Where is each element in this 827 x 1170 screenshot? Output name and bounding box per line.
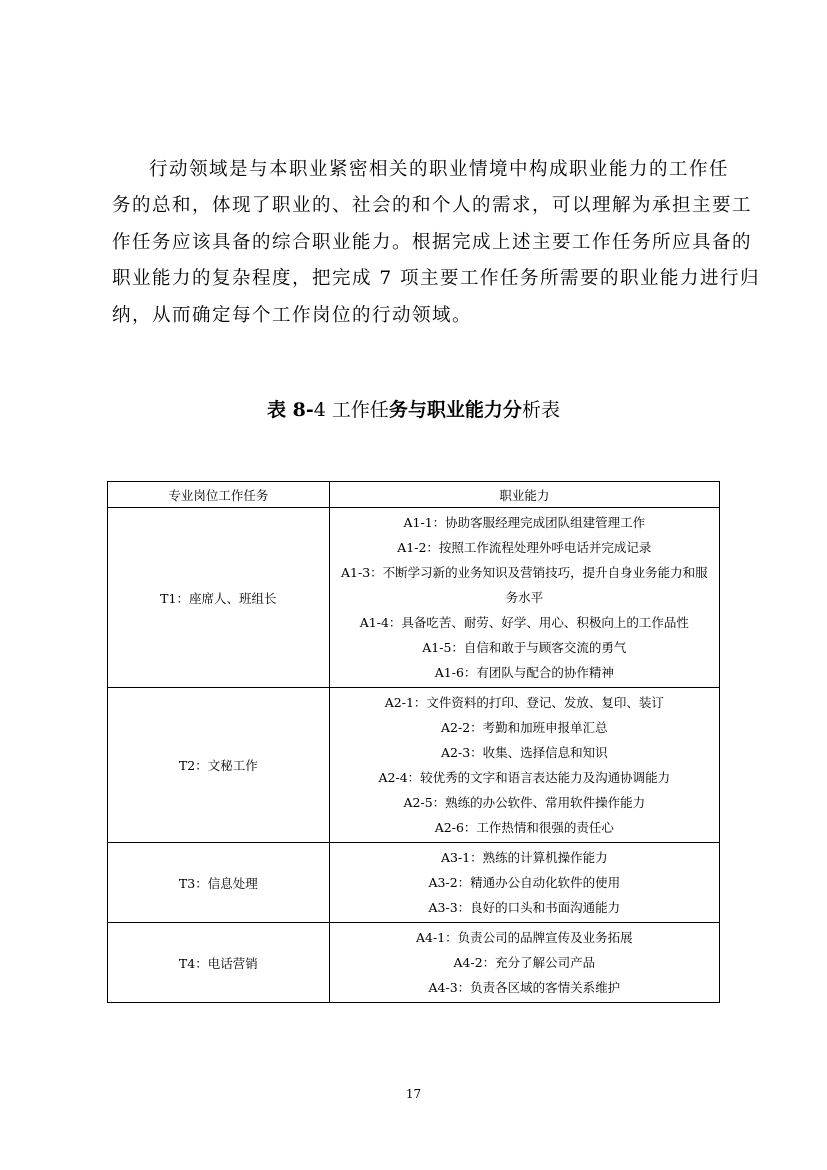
paragraph-line: 作任务应该具备的综合职业能力。根据完成上述主要工作任务所应具备的 xyxy=(112,231,753,253)
ability-item: A1-6：有团队与配合的协作精神 xyxy=(434,665,614,680)
table-row xyxy=(108,843,720,923)
paragraph-line: 务的总和，体现了职业的、社会的和个人的需求，可以理解为承担主要工 xyxy=(112,195,753,217)
paragraph-line: 职业能力的复杂程度，把完成 7 项主要工作任务所需要的职业能力进行归 xyxy=(112,268,761,290)
ability-item: A1-4：具备吃苦、耐劳、好学、用心、积极向上的工作品性 xyxy=(359,615,689,630)
task-cell: T2：文秘工作 xyxy=(108,688,330,843)
ability-cell xyxy=(329,923,719,1003)
task-cell: T1：座席人、班组长 xyxy=(108,508,330,688)
ability-item: A1-1：协助客服经理完成团队组建管理工作 xyxy=(403,515,646,530)
table-row xyxy=(108,923,720,1003)
table-caption-text-c: 析表 xyxy=(521,399,560,421)
paragraph-line: 纳，从而确定每个工作岗位的行动领域。 xyxy=(112,304,473,326)
table-caption-text-a: 工作任 xyxy=(325,399,389,421)
ability-item: A2-2：考勤和加班申报单汇总 xyxy=(440,720,608,735)
ability-item: A2-5：熟练的办公软件、常用软件操作能力 xyxy=(403,795,646,810)
ability-item: A3-3：良好的口头和书面沟通能力 xyxy=(428,900,621,915)
paragraph-line: 行动领域是与本职业紧密相关的职业情境中构成职业能力的工作任 xyxy=(149,159,730,180)
ability-item: A2-3：收集、选择信息和知识 xyxy=(440,745,608,760)
ability-item: A4-1：负责公司的品牌宣传及业务拓展 xyxy=(415,930,633,945)
ability-cell xyxy=(329,688,719,843)
page-number: 17 xyxy=(405,1087,422,1101)
table-caption-number: 4 xyxy=(313,399,326,421)
competency-table xyxy=(107,481,720,1003)
ability-item: A2-1：文件资料的打印、登记、发放、复印、装订 xyxy=(384,695,664,710)
ability-item: A1-5：自信和敢于与顾客交流的勇气 xyxy=(422,640,627,655)
table-row xyxy=(108,688,720,843)
ability-cell xyxy=(329,843,719,923)
task-cell: T3：信息处理 xyxy=(108,843,330,923)
header-task: 专业岗位工作任务 xyxy=(108,482,330,508)
ability-item: A4-3：负责各区域的客情关系维护 xyxy=(428,980,621,995)
table-header-row xyxy=(108,482,720,508)
body-paragraph xyxy=(112,152,761,334)
ability-item: A1-2：按照工作流程处理外呼电话并完成记录 xyxy=(397,540,652,555)
ability-item: A1-3：不断学习新的业务知识及营销技巧，提升自身业务能力和服务水平 xyxy=(340,565,708,605)
ability-item: A3-2：精通办公自动化软件的使用 xyxy=(428,875,621,890)
ability-cell xyxy=(329,508,719,688)
task-cell: T4：电话营销 xyxy=(108,923,330,1003)
table-caption xyxy=(0,395,827,422)
ability-item: A3-1：熟练的计算机操作能力 xyxy=(440,850,608,865)
table-caption-text-b: 务与职业能力分 xyxy=(388,399,522,421)
table-row xyxy=(108,508,720,688)
ability-item: A2-4：较优秀的文字和语言表达能力及沟通协调能力 xyxy=(378,770,671,785)
header-ability: 职业能力 xyxy=(329,482,719,508)
ability-item: A2-6：工作热情和很强的责任心 xyxy=(434,820,614,835)
table-caption-prefix: 表 8- xyxy=(267,399,314,421)
ability-item: A4-2：充分了解公司产品 xyxy=(453,955,596,970)
